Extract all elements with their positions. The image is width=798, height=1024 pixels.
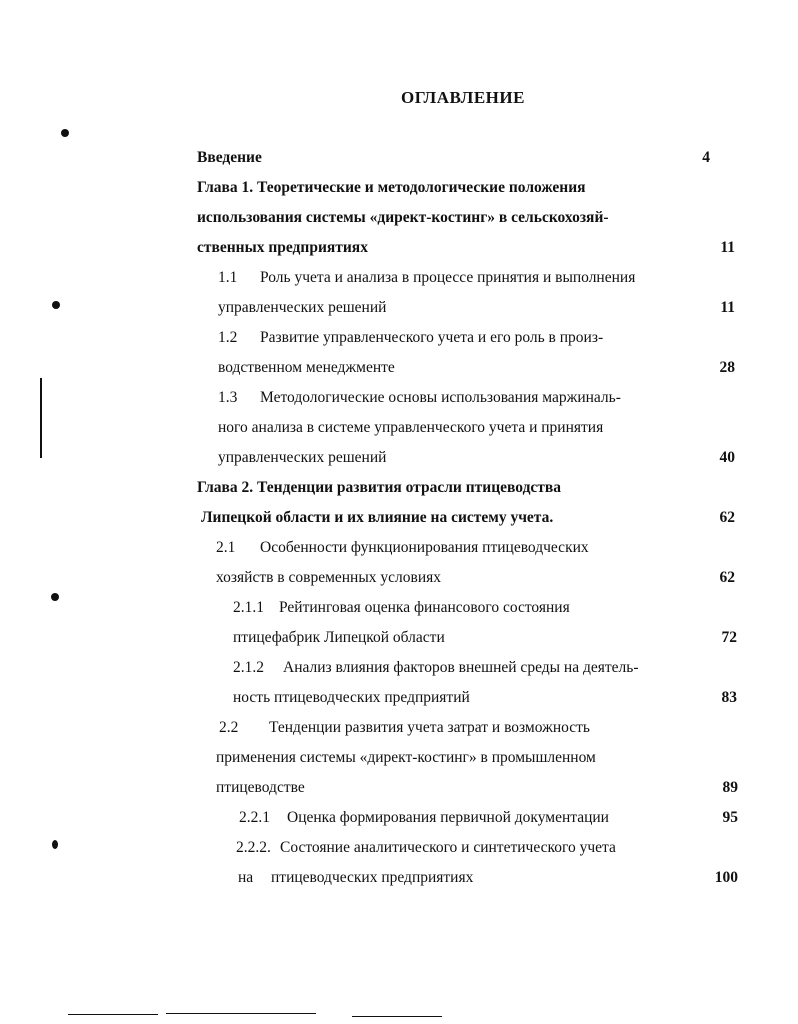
toc-ch1-line3: ственных предприятиях [197, 239, 368, 256]
toc-s2-2-1-number: 2.2.1 [239, 809, 270, 826]
toc-s1-1-number: 1.1 [218, 269, 238, 286]
scan-bottom-line [68, 1014, 158, 1015]
toc-s1-2-text: Развитие управленческого учета и его роль в произ- [260, 329, 604, 346]
toc-s2-2-2-page: 100 [714, 869, 738, 886]
toc-s2-1-1-number: 2.1.1 [233, 599, 264, 616]
toc-s2-1-2-line2: ность птицеводческих предприятий [233, 689, 470, 706]
toc-s2-1-1-line1 [233, 598, 570, 618]
toc-s1-2-line2: водственном менеджменте [218, 359, 395, 376]
toc-s2-2-2-number: 2.2.2. [236, 839, 271, 856]
toc-s1-3-line1 [218, 388, 621, 408]
toc-ch2-line2: Липецкой области и их влияние на систему учета. [201, 509, 554, 526]
toc-s2-2-line3: птицеводстве [216, 779, 305, 796]
toc-s1-1-line2: управленческих решений [218, 299, 387, 316]
toc-s2-1-line1 [216, 538, 589, 558]
toc-s2-2-1-page: 95 [722, 809, 738, 826]
toc-s1-3-line2: ного анализа в системе управленческого учета и принятия [218, 419, 604, 436]
scan-bottom-line [352, 1016, 442, 1017]
toc-s2-1-2-page: 83 [721, 689, 737, 706]
toc-s2-2-number: 2.2 [219, 719, 239, 736]
toc-ch1-page: 11 [720, 239, 735, 256]
toc-s2-2-2-text: Состояние аналитического и синтетического учета [280, 839, 616, 856]
toc-intro-page: 4 [702, 149, 710, 166]
toc-s2-1-2-text: Анализ влияния факторов внешней среды на деятель- [283, 659, 639, 676]
toc-s1-1-page: 11 [720, 299, 735, 316]
scan-dot-mark [61, 129, 69, 137]
toc-s1-2-line1 [218, 328, 603, 348]
toc-s2-1-1-page: 72 [721, 629, 737, 646]
toc-s2-2-line1 [219, 718, 590, 738]
toc-s1-1-text: Роль учета и анализа в процессе принятия и выполнения [260, 269, 636, 286]
toc-ch2-page: 62 [719, 509, 735, 526]
toc-ch1-line1: Глава 1. Теоретические и методологические положения [197, 179, 586, 196]
toc-s1-3-number: 1.3 [218, 389, 238, 406]
toc-s2-1-2-line1 [233, 658, 638, 678]
toc-s1-3-text: Методологические основы использования маржиналь- [260, 389, 621, 406]
scan-edge-line [40, 378, 42, 458]
scan-dot-mark [52, 840, 58, 849]
toc-s2-1-line2: хозяйств в современных условиях [216, 569, 441, 586]
toc-s1-2-page: 28 [719, 359, 735, 376]
toc-s1-3-page: 40 [719, 449, 735, 466]
toc-s2-2-page: 89 [722, 779, 738, 796]
scan-dot-mark [52, 301, 60, 309]
toc-s2-1-page: 62 [719, 569, 735, 586]
toc-s2-2-line2: применения системы «директ-костинг» в промышленном [216, 749, 596, 766]
toc-s1-3-line3: управленческих решений [218, 449, 387, 466]
toc-ch2-line1: Глава 2. Тенденции развития отрасли птицеводства [197, 479, 562, 496]
toc-ch1-line2: использования системы «директ-костинг» в сельскохозяй- [197, 209, 609, 226]
toc-s2-1-1-line2: птицефабрик Липецкой области [233, 629, 445, 646]
toc-s2-1-1-text: Рейтинговая оценка финансового состояния [279, 599, 570, 616]
toc-s2-1-text: Особенности функционирования птицеводческих [260, 539, 589, 556]
toc-s1-2-number: 1.2 [218, 329, 238, 346]
toc-s2-2-2-text2: птицеводческих предприятиях [271, 869, 474, 886]
toc-s2-2-text: Тенденции развития учета затрат и возможность [269, 719, 590, 736]
toc-s2-2-1-text: Оценка формирования первичной документации [287, 809, 609, 826]
page-title: ОГЛАВЛЕНИЕ [401, 88, 525, 107]
toc-s2-2-1-line1 [239, 808, 609, 828]
scan-dot-mark [51, 593, 59, 601]
toc-intro-label: Введение [197, 149, 262, 166]
toc-s2-1-2-number: 2.1.2 [233, 659, 264, 676]
scan-bottom-line [166, 1013, 316, 1014]
toc-s2-1-number: 2.1 [216, 539, 236, 556]
toc-s2-2-2-prefix: на [238, 869, 254, 886]
toc-s2-2-2-line1 [236, 838, 616, 858]
toc-s2-2-2-line2 [238, 868, 473, 888]
toc-s1-1-line1 [218, 268, 635, 288]
